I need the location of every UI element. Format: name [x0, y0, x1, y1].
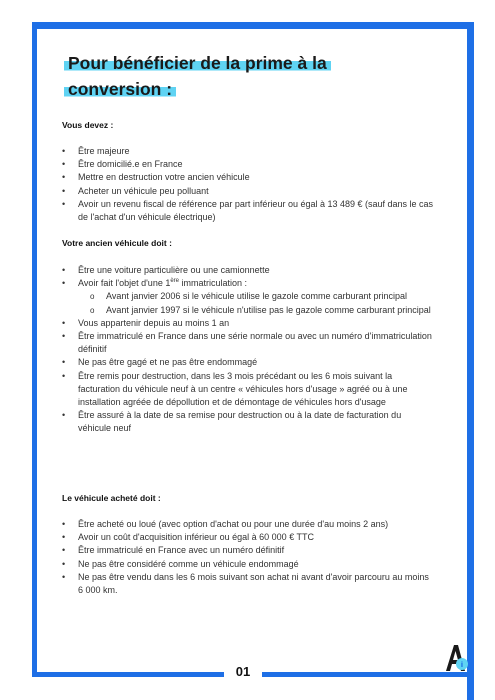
- list-item: • Être immatriculé en France dans une série normale ou avec un numéro d'immatriculation définitif: [62, 330, 434, 356]
- list-item: • Vous appartenir depuis au moins 1 an: [62, 317, 434, 330]
- list-item: • Ne pas être considéré comme un véhicule endommagé: [62, 558, 434, 571]
- list-item: • Être une voiture particulière ou une camionnette: [62, 264, 434, 277]
- list-item: • Être majeure: [62, 145, 434, 158]
- list-item-text: Avoir fait l'objet d'une 1: [78, 278, 171, 289]
- list-item: • Acheter un véhicule peu polluant: [62, 185, 434, 198]
- list-item: • Être immatriculé en France avec un numéro définitif: [62, 544, 434, 557]
- sub-list: [78, 290, 434, 316]
- list-item: • Ne pas être gagé et ne pas être endommagé: [62, 356, 434, 369]
- sub-list-item: o Avant janvier 1997 si le véhicule n'utilise pas le gazole comme carburant principal: [90, 304, 434, 317]
- page-title: Pour bénéficier de la prime à la conversion :: [64, 53, 331, 99]
- page-number: 01: [235, 664, 251, 679]
- sub-list-item: o Avant janvier 2006 si le véhicule utilise le gazole comme carburant principal: [90, 290, 434, 303]
- page-frame-bottom-left: [32, 672, 224, 677]
- page-frame-left: [32, 22, 37, 677]
- list-item: • Avoir un revenu fiscal de référence par part inférieur ou égal à 13 489 € (sauf dans le cas de l'achat d'un véhicule électrique): [62, 198, 434, 224]
- svg-text:i: i: [460, 661, 464, 669]
- section-heading-vous-devez: Vous devez :: [62, 120, 114, 130]
- ordinal-superscript: ère: [170, 278, 180, 285]
- list-item: • Être domicilié.e en France: [62, 158, 434, 171]
- list-item: • Être remis pour destruction, dans les 3 mois précédant ou les 6 mois suivant la facturation du véhicule neuf à un centre « véhicules hors d'usage » agréé ou à une installation agréée de dépollution et de démontage de véhicules hors d'usage: [62, 370, 434, 410]
- list-item: • Avoir un coût d'acquisition inférieur ou égal à 60 000 € TTC: [62, 531, 434, 544]
- page-title-block: [64, 50, 394, 102]
- list-item: [62, 277, 434, 317]
- requirements-list: [62, 145, 434, 224]
- list-item: • Être assuré à la date de sa remise pour destruction ou à la date de facturation du véhicule neuf: [62, 409, 434, 435]
- old-vehicle-list: [62, 264, 434, 436]
- list-item: • Être acheté ou loué (avec option d'achat ou pour une durée d'au moins 2 ans): [62, 518, 434, 531]
- section-heading-vehicule-achete: Le véhicule acheté doit :: [62, 493, 161, 503]
- new-vehicle-list: [62, 518, 434, 597]
- list-item-text: immatriculation :: [179, 278, 248, 289]
- page-frame-right: [467, 22, 474, 700]
- list-item: • Ne pas être vendu dans les 6 mois suivant son achat ni avant d'avoir parcouru au moins 6 000 km.: [62, 571, 434, 597]
- section-heading-ancien-vehicule: Votre ancien véhicule doit :: [62, 238, 172, 248]
- brand-logo-icon: [443, 641, 469, 673]
- page-frame-top: [32, 22, 474, 29]
- list-item: • Mettre en destruction votre ancien véhicule: [62, 171, 434, 184]
